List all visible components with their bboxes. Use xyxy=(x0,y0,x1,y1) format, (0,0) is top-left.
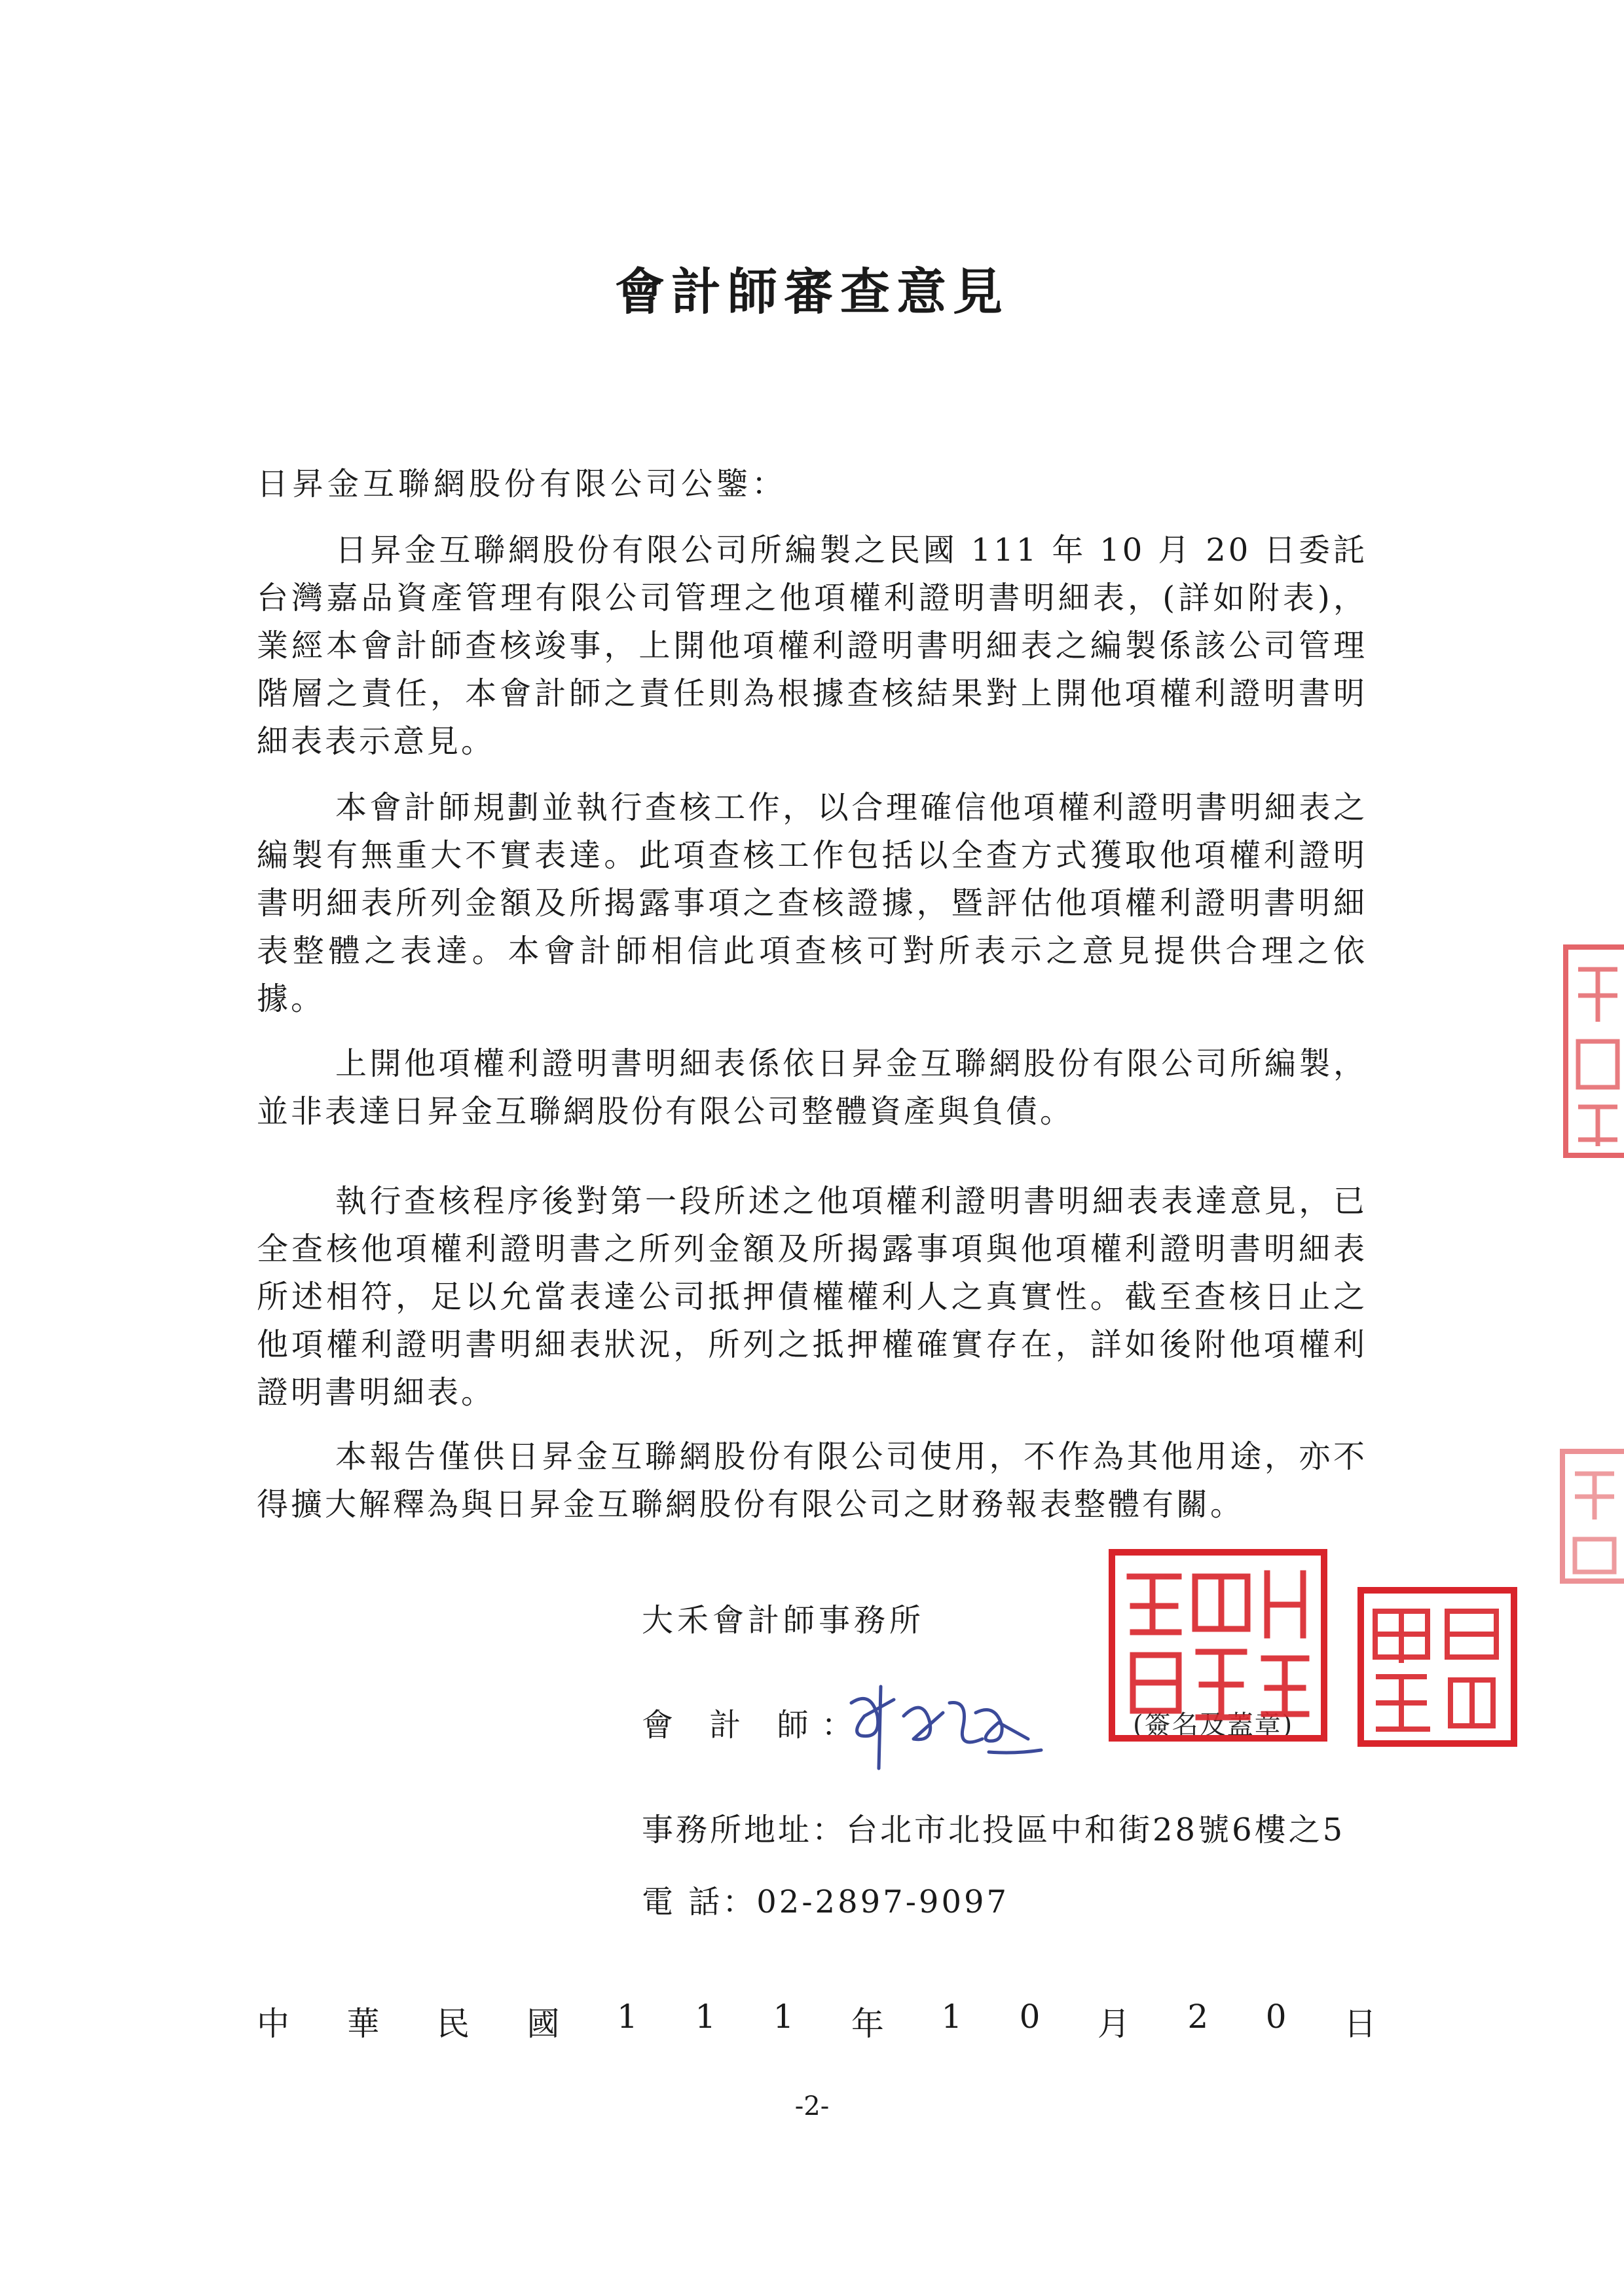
date-char: 1 xyxy=(616,1998,638,2036)
document-title: 會計師審查意見 xyxy=(615,263,1009,321)
handwritten-signature xyxy=(832,1677,1048,1775)
date-char: 日 xyxy=(1343,2005,1376,2043)
date-char: 民 xyxy=(436,2005,470,2043)
accountant-label: 會 計 師： xyxy=(642,1707,866,1744)
report-date xyxy=(257,1998,1376,2045)
accountant-seal xyxy=(1356,1585,1519,1749)
paragraph-1: 日昇金互聯網股份有限公司所編製之民國 111 年 10 月 20 日委託台灣嘉品資產管理有限公司管理之他項權利證明書明細表，(詳如附表)，業經本會計師查核竣事，上開他項權利證明書明細表之編製係該公司管理階層之責任，本會計師之責任則為根據查核結果對上開他項權利證明書明細表表示意見。 xyxy=(257,532,1367,760)
date-char: 0 xyxy=(1265,1998,1287,2036)
partial-edge-seal xyxy=(1559,1447,1624,1585)
date-char: 0 xyxy=(1019,1998,1041,2036)
sign-and-seal-note: (簽名及蓋章) xyxy=(1133,1710,1294,1740)
date-char: 國 xyxy=(526,2005,560,2043)
page-number: -2- xyxy=(794,2091,830,2121)
date-char: 1 xyxy=(773,1998,794,2036)
paragraph-3: 上開他項權利證明書明細表係依日昇金互聯網股份有限公司所編製，並非表達日昇金互聯網股份有限公司整體資產與負債。 xyxy=(257,1045,1367,1130)
date-char: 月 xyxy=(1097,2005,1130,2043)
paragraph-4: 執行查核程序後對第一段所述之他項權利證明書明細表表達意見，已全查核他項權利證明書之所列金額及所揭露事項與他項權利證明書明細表所述相符，足以允當表達公司抵押債權權利人之真實性。截至查核日止之他項權利證明書明細表狀況，所列之抵押權確實存在，詳如後附他項權利證明書明細表。 xyxy=(257,1183,1367,1411)
firm-seal xyxy=(1107,1547,1329,1744)
firm-address: 事務所地址：台北市北投區中和街28號6樓之5 xyxy=(642,1812,1346,1848)
firm-phone: 電 話：02-2897-9097 xyxy=(642,1884,1010,1920)
firm-name: 大禾會計師事務所 xyxy=(642,1602,925,1639)
date-char: 年 xyxy=(851,2005,884,2043)
paragraph-5: 本報告僅供日昇金互聯網股份有限公司使用，不作為其他用途，亦不得擴大解釋為與日昇金互聯網股份有限公司之財務報表整體有關。 xyxy=(257,1438,1367,1523)
date-char: 2 xyxy=(1187,1998,1209,2036)
date-char: 華 xyxy=(346,2005,380,2043)
partial-edge-seal xyxy=(1562,943,1624,1159)
date-char: 中 xyxy=(257,2005,289,2043)
addressee: 日昇金互聯網股份有限公司公鑒： xyxy=(257,466,788,502)
paragraph-2: 本會計師規劃並執行查核工作，以合理確信他項權利證明書明細表之編製有無重大不實表達。此項查核工作包括以全查方式獲取他項權利證明書明細表所列金額及所揭露事項之查核證據，暨評估他項權利證明書明細表整體之表達。本會計師相信此項查核可對所表示之意見提供合理之依據。 xyxy=(257,789,1367,1017)
date-char: 1 xyxy=(695,1998,716,2036)
date-char: 1 xyxy=(941,1998,963,2036)
